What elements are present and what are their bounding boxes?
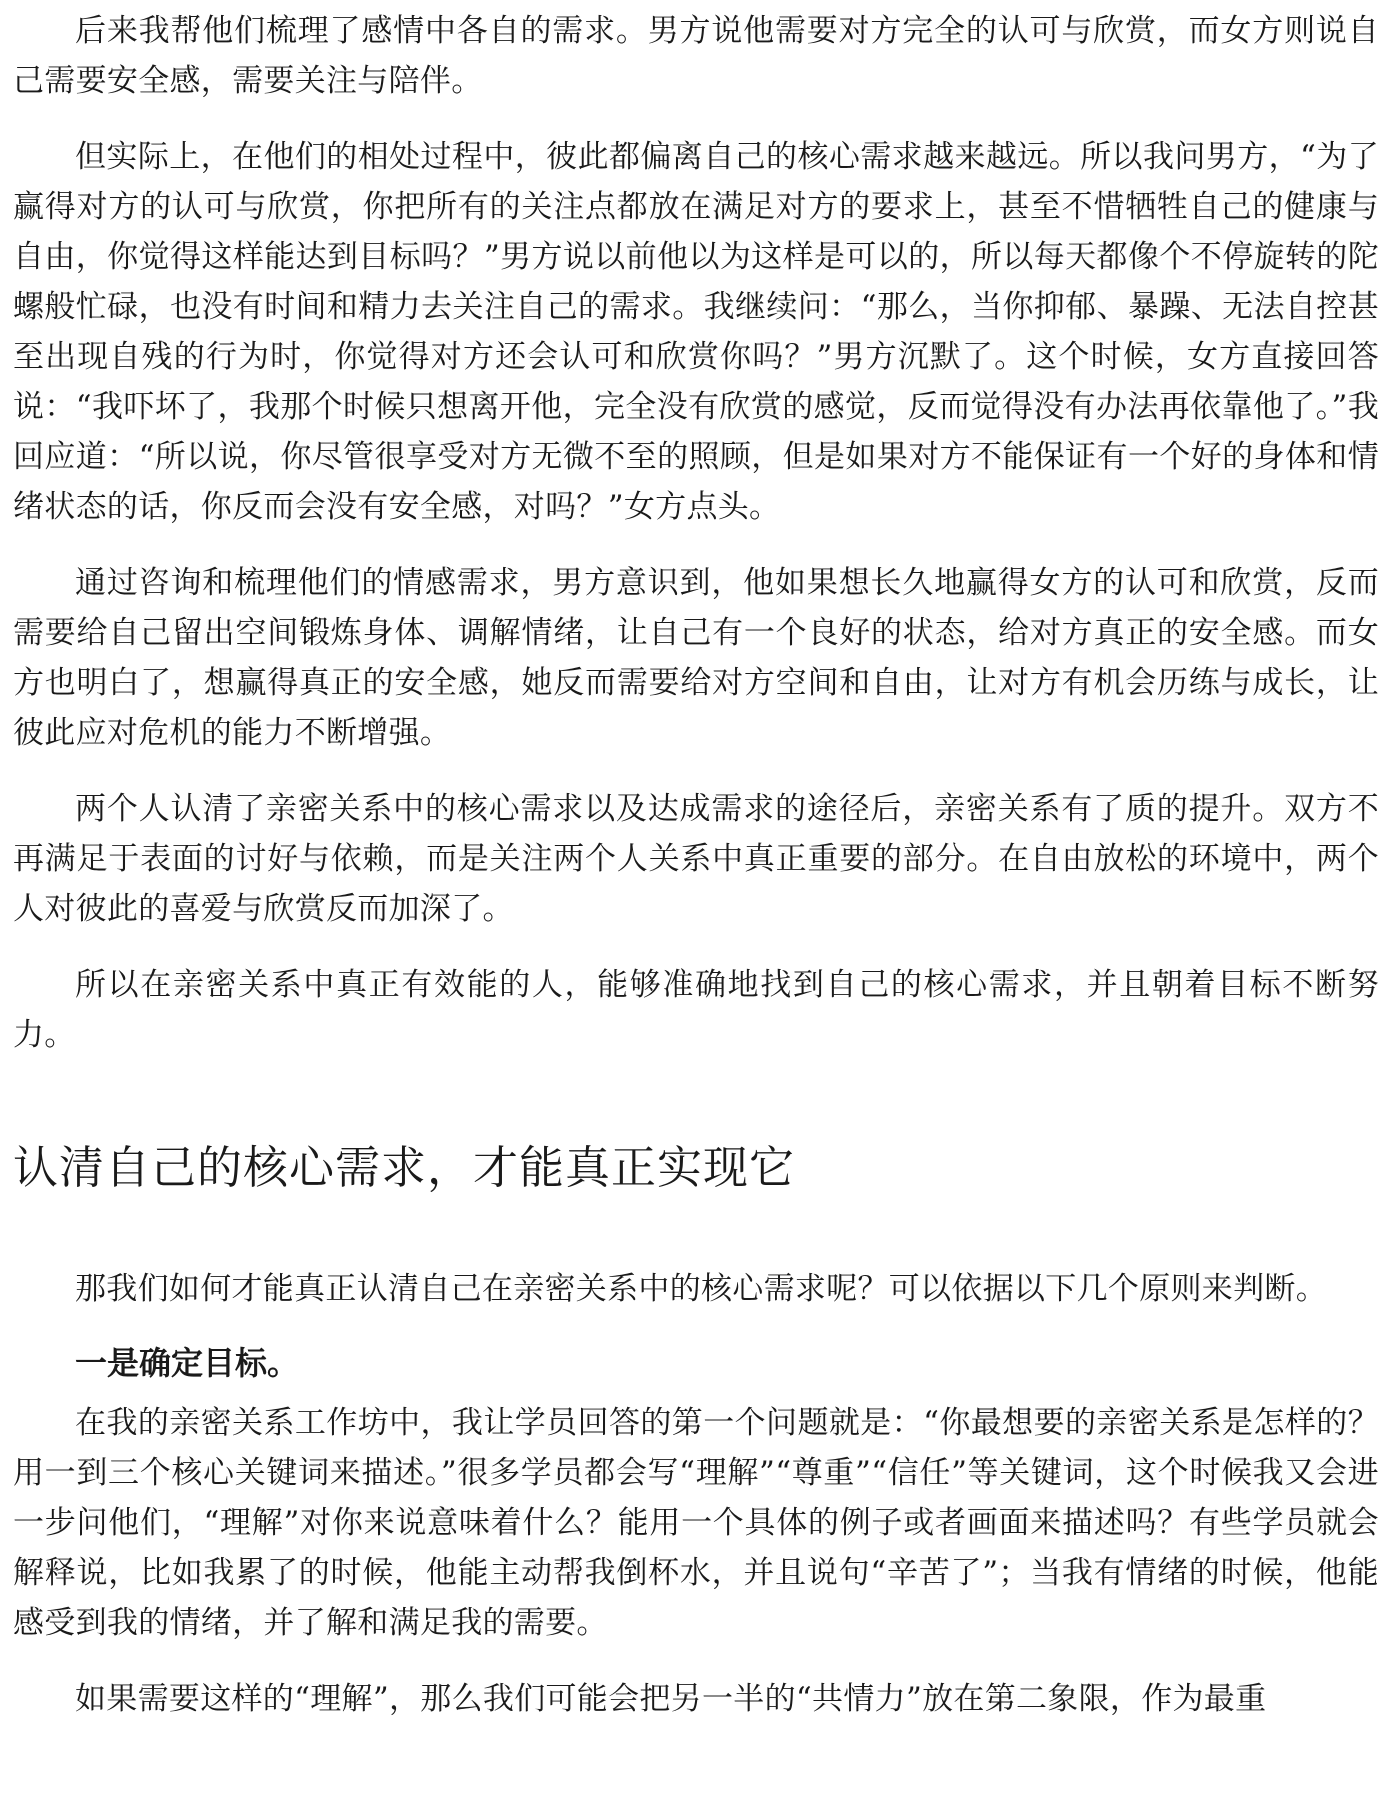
section-heading: 认清自己的核心需求，才能真正实现它 (13, 1141, 796, 1194)
body-paragraph: 所以在亲密关系中真正有效能的人，能够准确地找到自己的核心需求，并且朝着目标不断努力。 (13, 967, 1379, 1053)
body-paragraph: 在我的亲密关系工作坊中，我让学员回答的第一个问题就是：“你最想要的亲密关系是怎样的？用一到三个核心关键词来描述。”很多学员都会写“理解”“尊重”“信任”等关键词，这个时候我又会进一步问他们，“理解”对你来说意味着什么？能用一个具体的例子或者画面来描述吗？有些学员就会解释说，比如我累了的时候，他能主动帮我倒杯水，并且说句“辛苦了”；当我有情绪的时候，他能感受到我的情绪，并了解和满足我的需要。 (13, 1405, 1379, 1641)
body-paragraph: 如果需要这样的“理解”，那么我们可能会把另一半的“共情力”放在第二象限，作为最重 (75, 1681, 1267, 1717)
document-page (13, 6, 1379, 1750)
body-paragraph: 后来我帮他们梳理了感情中各自的需求。男方说他需要对方完全的认可与欣赏，而女方则说自己需要安全感，需要关注与陪伴。 (13, 13, 1379, 99)
body-paragraph: 但实际上，在他们的相处过程中，彼此都偏离自己的核心需求越来越远。所以我问男方，“为了赢得对方的认可与欣赏，你把所有的关注点都放在满足对方的要求上，甚至不惜牺牲自己的健康与自由，你觉得这样能达到目标吗？”男方说以前他以为这样是可以的，所以每天都像个不停旋转的陀螺般忙碌，也没有时间和精力去关注自己的需求。我继续问：“那么，当你抑郁、暴躁、无法自控甚至出现自残的行为时，你觉得对方还会认可和欣赏你吗？”男方沉默了。这个时候，女方直接回答说：“我吓坏了，我那个时候只想离开他，完全没有欣赏的感觉，反而觉得没有办法再依靠他了。”我回应道：“所以说，你尽管很享受对方无微不至的照顾，但是如果对方不能保证有一个好的身体和情绪状态的话，你反而会没有安全感，对吗？”女方点头。 (13, 139, 1379, 525)
body-paragraph: 通过咨询和梳理他们的情感需求，男方意识到，他如果想长久地赢得女方的认可和欣赏，反而需要给自己留出空间锻炼身体、调解情绪，让自己有一个良好的状态，给对方真正的安全感。而女方也明白了，想赢得真正的安全感，她反而需要给对方空间和自由，让对方有机会历练与成长，让彼此应对危机的能力不断增强。 (13, 565, 1379, 751)
intro-paragraph: 那我们如何才能真正认清自己在亲密关系中的核心需求呢？可以依据以下几个原则来判断。 (75, 1271, 1327, 1307)
sub-heading: 一是确定目标。 (75, 1344, 300, 1382)
body-paragraph: 两个人认清了亲密关系中的核心需求以及达成需求的途径后，亲密关系有了质的提升。双方不再满足于表面的讨好与依赖，而是关注两个人关系中真正重要的部分。在自由放松的环境中，两个人对彼此的喜爱与欣赏反而加深了。 (13, 791, 1379, 927)
